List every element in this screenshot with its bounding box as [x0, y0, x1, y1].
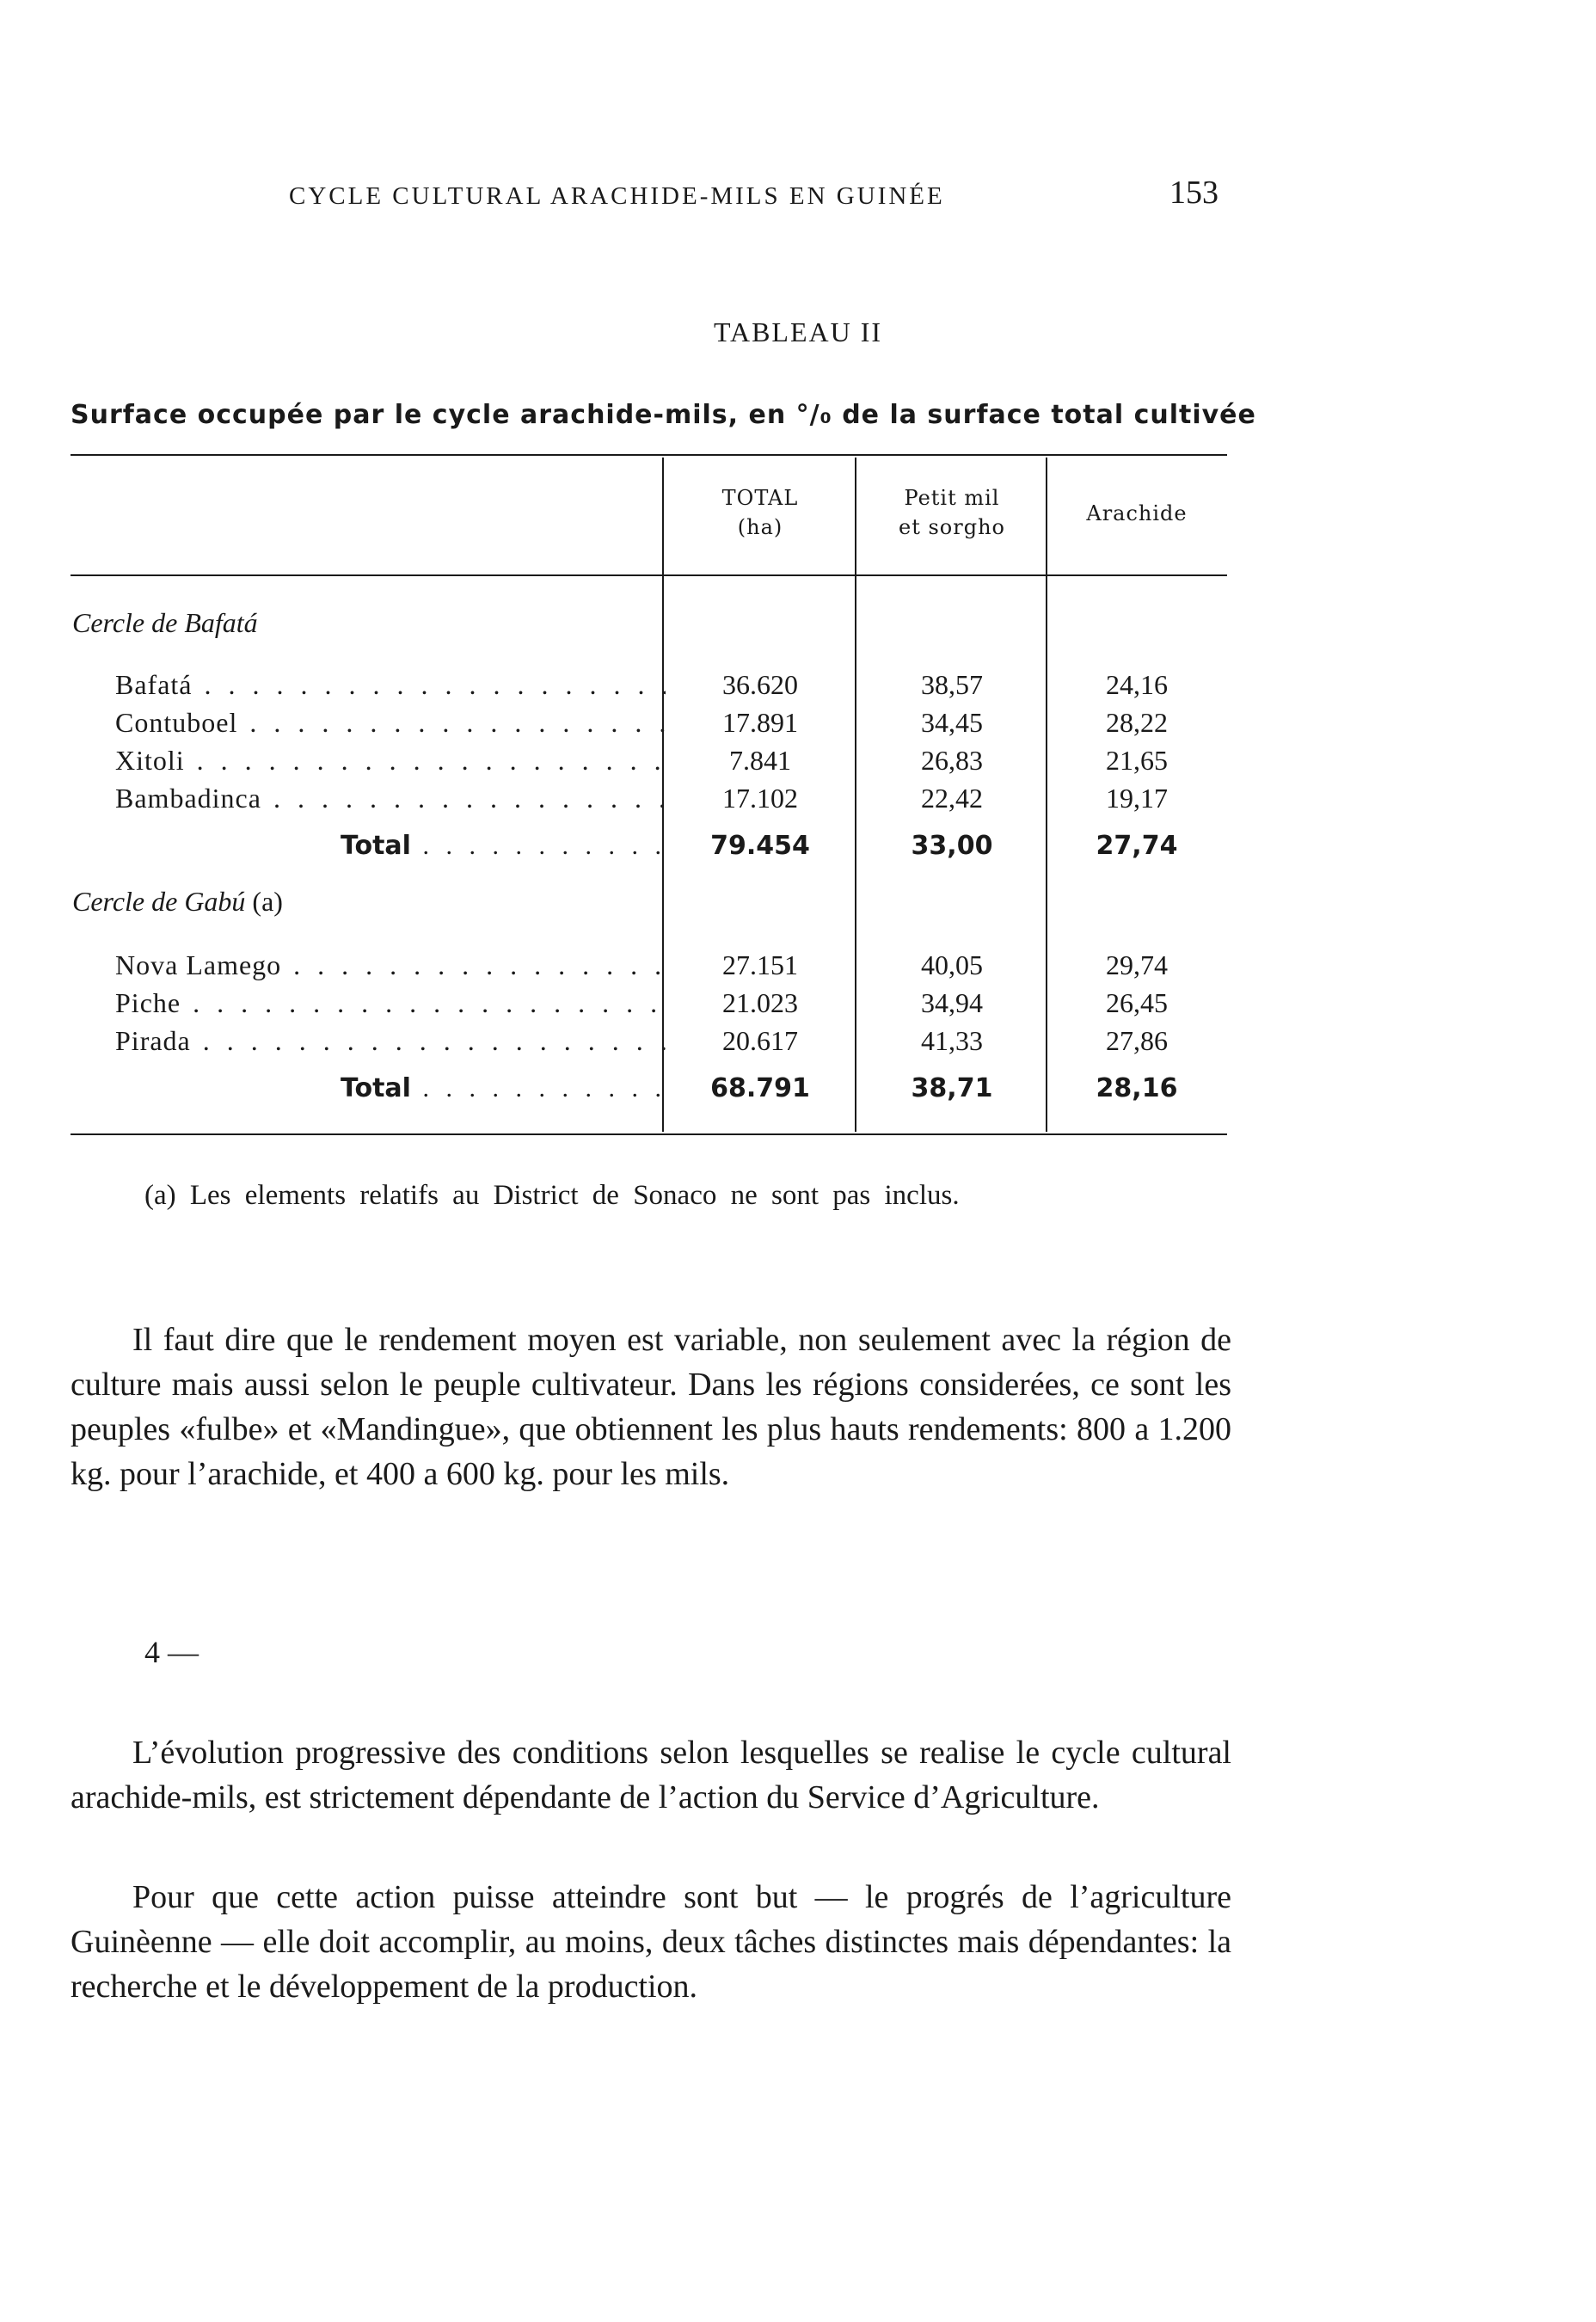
page-number: 153: [1169, 175, 1218, 211]
cell-mil: 38,57: [921, 669, 983, 700]
cell-arachide: 26,45: [1106, 987, 1168, 1018]
running-head: CYCLE CULTURAL ARACHIDE-MILS EN GUINÉE: [289, 182, 945, 210]
group-label: Cercle de Bafatá: [72, 607, 258, 638]
row-label: Nova Lamego . . .: [115, 949, 666, 981]
paragraph-action: Pour que cette action puisse atteindre sont but — le progrés de l’agriculture Guinèenne — elle doit accomplir, au moins, deux tâches distinctes mais dépendantes: la recherche et le développement de la production.: [71, 1879, 1231, 2005]
table-footnote: (a) Les elements relatifs au District de Sonaco ne sont pas inclus.: [144, 1180, 960, 1211]
row-label: Contuboel . . .: [115, 707, 666, 739]
section-number: 4 —: [144, 1635, 199, 1669]
cell-arachide: 21,65: [1106, 745, 1168, 776]
cell-arachide: 24,16: [1106, 669, 1168, 700]
cell-mil: 34,94: [921, 987, 983, 1018]
cell-arachide: 19,17: [1106, 783, 1168, 814]
group-label: Cercle de Gabú (a): [72, 886, 283, 917]
cell-mil: 34,45: [921, 707, 983, 738]
cell-total: 7.841: [729, 745, 791, 776]
cell-arachide: 28,22: [1106, 707, 1168, 738]
table-title: TABLEAU II: [713, 316, 883, 347]
cell-total: 36.620: [722, 669, 798, 700]
cell-arachide: 28,16: [1096, 1073, 1178, 1103]
paragraph-yield: Il faut dire que le rendement moyen est variable, non seulement avec la région de culture mais aussi selon le peuple cultivateur. Dans les régions considerées, ce sont les peuples «fulbe» et «Mandingue», que obtiennent les plus hauts rendements: 800 a 1.200 kg. pour l’arachide, et 400 a 600 kg. pour les mils.: [71, 1322, 1231, 1492]
cell-total: 27.151: [722, 949, 798, 980]
cell-mil: 40,05: [921, 949, 983, 980]
total-label: Total . . .: [341, 831, 660, 861]
row-label: Xitoli . . .: [115, 745, 666, 777]
cell-mil: 38,71: [911, 1073, 993, 1103]
cell-arachide: 27,74: [1096, 831, 1178, 861]
column-header-total: TOTAL (ha): [721, 486, 799, 539]
table-top-rule: [71, 454, 1227, 456]
row-label: Bafatá . . .: [115, 669, 666, 701]
cell-mil: 41,33: [921, 1025, 983, 1056]
cell-total: 17.102: [722, 783, 798, 814]
cell-arachide: 27,86: [1106, 1025, 1168, 1056]
table-caption: Surface occupée par le cycle arachide-mils, en °/₀ de la surface total cultivée: [71, 400, 1256, 430]
row-label: Piche . . .: [115, 987, 666, 1019]
column-header-mil: Petit mil et sorgho: [899, 486, 1005, 539]
cell-total: 17.891: [722, 707, 798, 738]
cell-mil: 22,42: [921, 783, 983, 814]
row-label: Pirada . . .: [115, 1025, 666, 1057]
cell-total: 21.023: [722, 987, 798, 1018]
cell-mil: 26,83: [921, 745, 983, 776]
table-bottom-rule: [71, 1133, 1227, 1135]
cell-total: 68.791: [710, 1073, 810, 1103]
table-header-rule: [71, 574, 1227, 576]
total-label: Total . . .: [341, 1073, 660, 1103]
cell-mil: 33,00: [911, 831, 993, 861]
paragraph-evolution: L’évolution progressive des conditions selon lesquelles se realise le cycle cultural arachide-mils, est strictement dépendante de l’action du Service d’Agriculture.: [71, 1735, 1231, 1815]
cell-total: 20.617: [722, 1025, 798, 1056]
cell-total: 79.454: [710, 831, 810, 861]
cell-arachide: 29,74: [1106, 949, 1168, 980]
column-header-arachide: Arachide: [1086, 501, 1188, 525]
row-label: Bambadinca . . .: [115, 783, 666, 814]
